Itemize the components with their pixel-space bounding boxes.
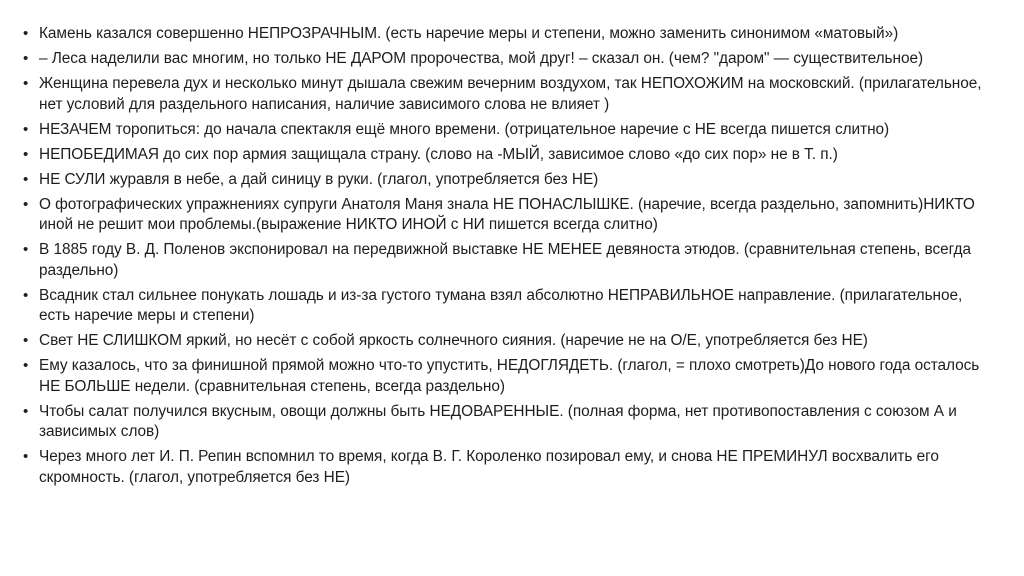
list-item [22,145,996,166]
bullet-list [22,24,996,488]
list-item [22,356,996,397]
bullet-icon: • [23,75,29,92]
list-item [22,402,996,443]
bullet-icon: • [23,241,29,258]
bullet-icon: • [23,332,29,349]
list-item [22,331,996,352]
bullet-icon: • [23,50,29,67]
list-item-text: – Леса наделили вас многим, но только НЕ ДАРОМ пророчества, мой друг! – сказал он. (чем? "даром" — существительное) [39,50,924,67]
list-item [22,74,996,115]
list-item-text: Свет НЕ СЛИШКОМ яркий, но несёт с собой яркость солнечного сияния. (наречие не на О/Е, употребляется без НЕ) [39,332,868,349]
list-item-text: Через много лет И. П. Репин вспомнил то время, когда В. Г. Короленко позировал ему, и снова НЕ ПРЕМИНУЛ восхвалить его скромность. (глагол, употребляется без НЕ) [39,448,939,486]
list-item [22,447,996,488]
bullet-icon: • [23,402,29,420]
list-item-text: Чтобы салат получился вкусным, овощи должны быть НЕДОВАРЕННЫЕ. (полная форма, нет противопоставления с союзом А и зависимых слов) [39,402,957,440]
list-item-text: В 1885 году В. Д. Поленов экспонировал на передвижной выставке НЕ МЕНЕЕ девяноста этюдов. (сравнительная степень, всегда раздельно) [39,241,971,279]
list-item [22,195,996,236]
bullet-icon: • [23,120,29,138]
bullet-icon: • [23,170,29,188]
list-item [22,170,996,191]
list-item-text: НЕ СУЛИ журавля в небе, а дай синицу в руки. (глагол, употребляется без НЕ) [39,170,599,188]
list-item [22,240,996,281]
list-item-text: Ему казалось, что за финишной прямой можно что-то упустить, НЕДОГЛЯДЕТЬ. (глагол, = плохо смотреть)До нового года осталось НЕ БОЛЬШЕ недели. (сравнительная степень, всегда раздельно) [39,357,980,395]
list-item [22,286,996,327]
bullet-icon: • [23,448,29,465]
bullet-icon: • [23,357,29,374]
bullet-icon: • [23,25,29,42]
list-item-text: Всадник стал сильнее понукать лошадь и из-за густого тумана взял абсолютно НЕПРАВИЛЬНОЕ направление. (прилагательное, есть наречие меры и степени) [39,286,963,324]
list-item-text: НЕЗАЧЕМ торопиться: до начала спектакля ещё много времени. (отрицательное наречие с НЕ всегда пишется слитно) [39,120,890,138]
list-item-text: Женщина перевела дух и несколько минут дышала свежим вечерним воздухом, так НЕПОХОЖИМ на московский. (прилагательное, нет условий для раздельного написания, наличие зависимого слова не влияет ) [39,75,982,113]
list-item [22,49,996,70]
list-item [22,120,996,141]
list-item-text: О фотографических упражнениях супруги Анатоля Маня знала НЕ ПОНАСЛЫШКЕ. (наречие, всегда раздельно, запомнить)НИКТО иной не решит мои проблемы.(выражение НИКТО ИНОЙ с НИ пишется всегда слитно) [39,195,975,233]
list-item [22,24,996,45]
bullet-icon: • [23,195,29,213]
list-item-text: НЕПОБЕДИМАЯ до сих пор армия защищала страну. (слово на -МЫЙ, зависимое слово «до сих пор» не в Т. п.) [39,145,838,163]
bullet-icon: • [23,286,29,304]
list-item-text: Камень казался совершенно НЕПРОЗРАЧНЫМ. (есть наречие меры и степени, можно заменить синонимом «матовый») [39,25,899,42]
bullet-icon: • [23,145,29,163]
